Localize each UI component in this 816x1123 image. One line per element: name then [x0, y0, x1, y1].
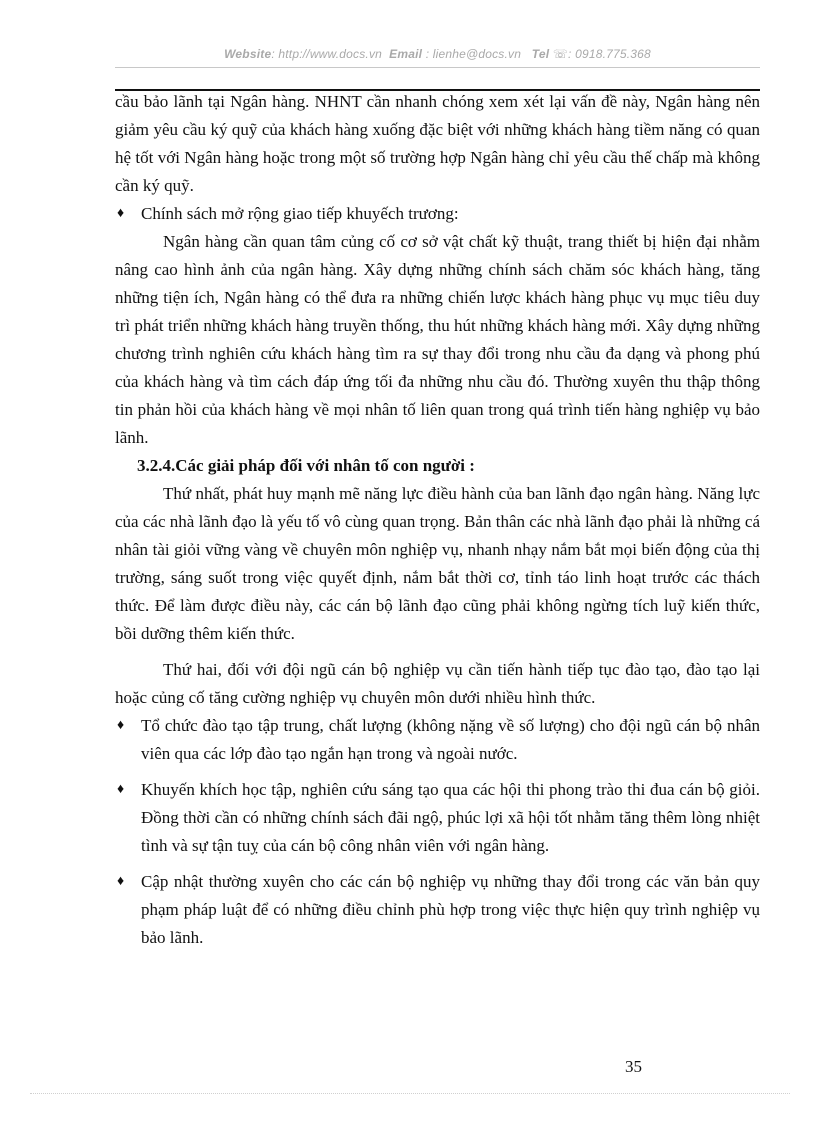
bullet-item-4 — [115, 868, 760, 952]
tel-value: : 0918.775.368 — [568, 47, 651, 61]
website-label: Website — [224, 47, 272, 61]
phone-icon: ☏ — [552, 47, 568, 61]
paragraph-1: cầu bảo lãnh tại Ngân hàng. NHNT cần nhanh chóng xem xét lại vấn đề này, Ngân hàng nên giảm yêu cầu ký quỹ của khách hàng xuống đặc biệt với những khách hàng tiềm năng có quan hệ tốt với Ngân hàng hoặc trong một số trường hợp Ngân hàng chỉ yêu cầu thế chấp mà không cần ký quỹ. — [115, 92, 760, 195]
email-label: Email — [389, 47, 423, 61]
bullet-text-2: Tổ chức đào tạo tập trung, chất lượng (không nặng về số lượng) cho đội ngũ cán bộ nhân viên qua các lớp đào tạo ngắn hạn trong và ngoài nước. — [141, 716, 760, 763]
email-value: : lienhe@docs.vn — [425, 47, 522, 61]
bullet-item-3 — [115, 776, 760, 860]
diamond-bullet-icon: ♦ — [117, 782, 125, 797]
paragraph-4: Thứ hai, đối với đội ngũ cán bộ nghiệp vụ cần tiến hành tiếp tục đào tạo, đào tạo lại hoặc củng cố tăng cường nghiệp vụ chuyên môn dưới nhiều hình thức. — [115, 660, 760, 707]
diamond-bullet-icon: ♦ — [117, 206, 125, 221]
paragraph-3: Thứ nhất, phát huy mạnh mẽ năng lực điều hành của ban lãnh đạo ngân hàng. Năng lực của các nhà lãnh đạo là yếu tố vô cùng quan trọng. Bản thân các nhà lãnh đạo phải là những cá nhân tài giỏi vững vàng về chuyên môn nghiệp vụ, nhanh nhạy nắm bắt mọi biến động của thị trường, sáng suốt trong việc quyết định, nắm bắt thời cơ, tỉnh táo linh hoạt trước các thách thức. Để làm được điều này, các cán bộ lãnh đạo cũng phải không ngừng tích luỹ kiến thức, bồi dưỡng thêm kiến thức. — [115, 484, 760, 643]
website-value: : http://www.docs.vn — [271, 47, 383, 61]
footer-rule — [30, 1093, 790, 1094]
bullet-item-2 — [115, 712, 760, 768]
bullet-item-1 — [115, 200, 760, 228]
header-rule — [115, 67, 760, 68]
diamond-bullet-icon: ♦ — [117, 718, 125, 733]
bullet-text-3: Khuyến khích học tập, nghiên cứu sáng tạo qua các hội thi phong trào thi đua cán bộ giỏi. Đồng thời cần có những chính sách đãi ngộ, phúc lợi xã hội tốt nhằm tăng thêm lòng nhiệt tình và sự tận tuỵ của cán bộ công nhân viên với ngân hàng. — [141, 780, 760, 855]
tel-label: Tel — [531, 47, 550, 61]
bullet-text-1: Chính sách mở rộng giao tiếp khuyếch trương: — [141, 204, 459, 223]
page-number: 35 — [625, 1057, 642, 1076]
paragraph-2: Ngân hàng cần quan tâm củng cố cơ sở vật chất kỹ thuật, trang thiết bị hiện đại nhằm nâng cao hình ảnh của ngân hàng. Xây dựng những chính sách chăm sóc khách hàng, tăng những tiện ích, Ngân hàng có thể đưa ra những chiến lược khách hàng phục vụ mục tiêu duy trì phát triển những khách hàng truyền thống, thu hút những khách hàng mới. Xây dựng những chương trình nghiên cứu khách hàng tìm ra sự thay đổi trong nhu cầu đa dạng và phong phú của khách hàng và tìm cách đáp ứng tối đa những nhu cầu đó. Thường xuyên thu thập thông tin phản hồi của khách hàng về mọi nhân tố liên quan trong quá trình tiến hàng nghiệp vụ bảo lãnh. — [115, 232, 760, 447]
section-heading: 3.2.4.Các giải pháp đối với nhân tố con người : — [137, 456, 475, 475]
page-header — [115, 47, 760, 61]
bullet-text-4: Cập nhật thường xuyên cho các cán bộ nghiệp vụ những thay đổi trong các văn bản quy phạm pháp luật để có những điều chỉnh phù hợp trong việc thực hiện quy trình nghiệp vụ bảo lãnh. — [141, 872, 760, 947]
diamond-bullet-icon: ♦ — [117, 874, 125, 889]
page-body — [115, 88, 760, 952]
